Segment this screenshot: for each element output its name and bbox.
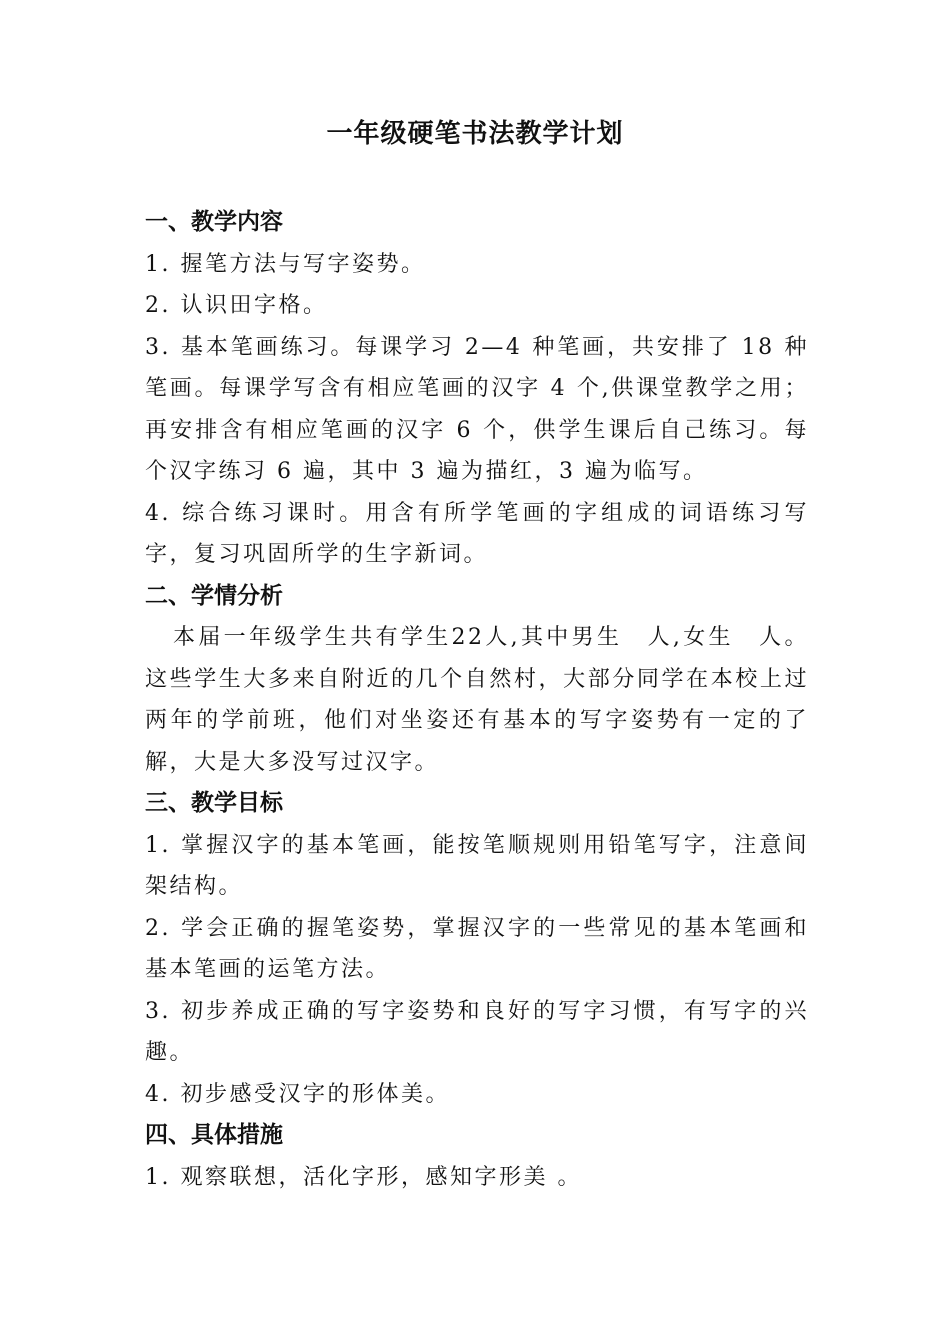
section-heading-teaching-content: 一、教学内容 [145,209,283,235]
paragraph: 2. 认识田字格。 [145,293,328,318]
page-title: 一年级硬笔书法教学计划 [326,119,624,149]
paragraph: 4. 综合练习课时。用含有所学笔画的字组成的词语练习写字，复习巩固所学的生字新词。 [145,500,809,567]
paragraph: 4. 初步感受汉字的形体美。 [145,1081,450,1107]
section-heading-student-analysis: 二、学情分析 [145,582,283,609]
paragraph: 1. 观察联想，活化字形，感知字形美 。 [145,1164,582,1190]
section-heading-measures: 四、具体措施 [145,1122,283,1148]
paragraph: 1. 握笔方法与写字姿势。 [145,251,426,277]
paragraph: 2. 学会正确的握笔姿势，掌握汉字的一些常见的基本笔画和基本笔画的运笔方法。 [145,915,809,982]
paragraph: 3. 初步养成正确的写字姿势和良好的写字习惯，有写字的兴趣。 [145,998,809,1065]
paragraph: 3. 基本笔画练习。每课学习 2—4 种笔画，共安排了 18 种笔画。每课学写含有相应笔画的汉字 4 个,供课堂教学之用；再安排含有相应笔画的汉字 6 个，供学生课后自己练习。每个汉字练习 6 遍，其中 3 遍为描红，3 遍为临写。 [145,334,809,484]
paragraph: 本届一年级学生共有学生22人,其中男生 人,女生 人。这些学生大多来自附近的几个自然村，大部分同学在本校上过两年的学前班，他们对坐姿还有基本的写字姿势有一定的了解，大是大多没写过汉字。 [145,625,809,775]
section-heading-teaching-goals: 三、教学目标 [145,790,283,816]
paragraph: 1. 掌握汉字的基本笔画，能按笔顺规则用铅笔写字，注意间架结构。 [145,832,809,899]
document-body [145,202,809,1198]
